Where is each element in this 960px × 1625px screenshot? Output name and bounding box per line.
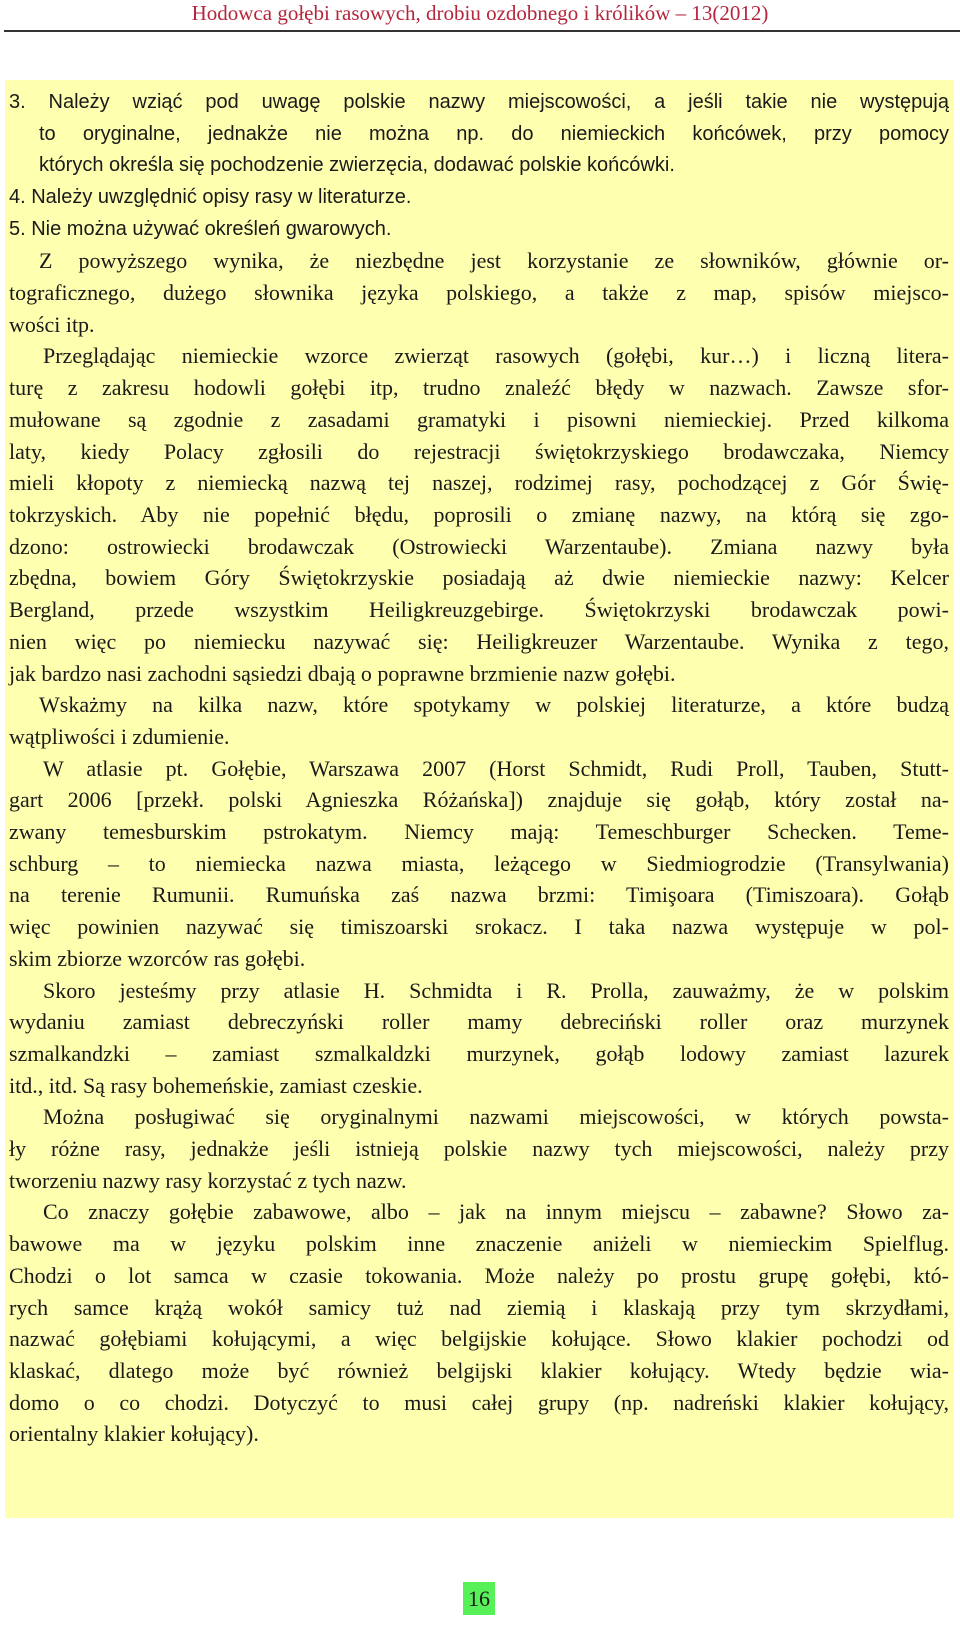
text-line: Co znaczy gołębie zabawowe, albo – jak na innym miejscu – zabawne? Słowo za- — [43, 1199, 949, 1224]
text-line: laty, kiedy Polacy zgłosili do rejestracji świętokrzyskiego brodawczaka, Niemcy — [9, 439, 949, 464]
text-line: wątpliwości i zdumienie. — [9, 724, 230, 749]
text-line: na terenie Rumunii. Rumuńska zaś nazwa brzmi: Timişoara (Timiszoara). Gołąb — [9, 882, 949, 907]
text-line: orientalny klakier kołujący). — [9, 1421, 259, 1446]
text-line: 5. Nie można używać określeń gwarowych. — [9, 218, 392, 240]
page-number: 16 — [463, 1582, 495, 1615]
text-line: Przeglądając niemieckie wzorce zwierząt rasowych (gołębi, kur…) i liczną litera- — [43, 343, 949, 368]
text-line: W atlasie pt. Gołębie, Warszawa 2007 (Horst Schmidt, Rudi Proll, Tauben, Stutt- — [43, 756, 949, 781]
text-line: dzono: ostrowiecki brodawczak (Ostrowiecki Warzentaube). Zmiana nazwy była — [9, 534, 949, 559]
text-line: jak bardzo nasi zachodni sąsiedzi dbają o poprawne brzmienie nazw gołębi. — [9, 661, 676, 686]
running-header: Hodowca gołębi rasowych, drobiu ozdobnego i królików – 13(2012) — [191, 1, 769, 25]
text-line: wości itp. — [9, 312, 95, 337]
text-line: to oryginalne, jednakże nie można np. do niemieckich końcówek, przy pomocy — [39, 123, 949, 145]
text-line: Wskażmy na kilka nazw, które spotykamy w polskiej literaturze, a które budzą — [39, 692, 949, 717]
text-line: gart 2006 [przekł. polski Agnieszka Różańska]) znajduje się gołąb, który został na- — [9, 787, 949, 812]
text-line: Skoro jesteśmy przy atlasie H. Schmidta i R. Prolla, zauważmy, że w polskim — [43, 978, 949, 1003]
text-line: domo o co chodzi. Dotyczyć to musi całej grupy (np. nadreński klakier kołujący, — [9, 1390, 949, 1415]
text-line: tworzeniu nazwy rasy korzystać z tych nazw. — [9, 1168, 407, 1193]
text-line: skim zbiorze wzorców ras gołębi. — [9, 946, 306, 971]
text-line: tograficznego, dużego słownika języka polskiego, a także z map, spisów miejsco- — [9, 280, 949, 305]
text-line: Można posługiwać się oryginalnymi nazwami miejscowości, w których powsta- — [43, 1104, 949, 1129]
text-line: Bergland, przede wszystkim Heiligkreuzgebirge. Świętokrzyski brodawczak powi- — [9, 597, 949, 622]
text-line: więc powinien nazywać się timiszoarski srokacz. I taka nazwa występuje w pol- — [9, 914, 949, 939]
text-line: wydaniu zamiast debreczyński roller mamy debreciński roller oraz murzynek — [9, 1009, 949, 1034]
text-line: tokrzyskich. Aby nie popełnić błędu, poprosili o zmianę nazwy, na którą się zgo- — [9, 502, 949, 527]
text-line: 3. Należy wziąć pod uwagę polskie nazwy miejscowości, a jeśli takie nie występują — [9, 91, 949, 113]
header-divider — [4, 30, 960, 32]
text-line: zbędna, bowiem Góry Świętokrzyskie posiadają aż dwie niemieckie nazwy: Kelcer — [9, 565, 949, 590]
text-line: bawowe ma w języku polskim inne znaczenie aniżeli w niemieckim Spielflug. — [9, 1231, 949, 1256]
text-line: klaskać, dlatego może być również belgijski klakier kołujący. Wtedy będzie wia- — [9, 1358, 949, 1383]
text-line: turę z zakresu hodowli gołębi itp, trudno znaleźć błędy w nazwach. Zawsze sfor- — [9, 375, 949, 400]
highlighted-text-block — [5, 80, 954, 1518]
text-line: itd., itd. Są rasy bohemeńskie, zamiast czeskie. — [9, 1073, 423, 1098]
text-line: rych samce krążą wokół samicy tuż nad ziemią i klaskają przy tym skrzydłami, — [9, 1295, 949, 1320]
text-line: 4. Należy uwzględnić opisy rasy w literaturze. — [9, 186, 412, 208]
text-line: których określa się pochodzenie zwierzęcia, dodawać polskie końcówki. — [39, 154, 675, 176]
text-line: mieli kłopoty z niemiecką nazwą tej naszej, rodzimej rasy, pochodzącej z Gór Świę- — [9, 470, 949, 495]
text-line: zwany temesburskim pstrokatym. Niemcy mają: Temeschburger Schecken. Teme- — [9, 819, 949, 844]
text-line: ły różne rasy, jednakże jeśli istnieją polskie nazwy tych miejscowości, należy przy — [9, 1136, 949, 1161]
text-line: mułowane są zgodnie z zasadami gramatyki i pisowni niemieckiej. Przed kilkoma — [9, 407, 949, 432]
text-line: szmalkandzki – zamiast szmalkaldzki murzynek, gołąb lodowy zamiast lazurek — [9, 1041, 949, 1066]
text-line: Chodzi o lot samca w czasie tokowania. Może należy po prostu grupę gołębi, któ- — [9, 1263, 949, 1288]
text-line: nien więc po niemiecku nazywać się: Heiligkreuzer Warzentaube. Wynika z tego, — [9, 629, 949, 654]
text-line: Z powyższego wynika, że niezbędne jest korzystanie ze słowników, głównie or- — [39, 248, 949, 273]
text-line: schburg – to niemiecka nazwa miasta, leżącego w Siedmiogrodzie (Transylwania) — [9, 851, 949, 876]
text-line: nazwać gołębiami kołującymi, a więc belgijskie kołujące. Słowo klakier pochodzi od — [9, 1326, 949, 1351]
